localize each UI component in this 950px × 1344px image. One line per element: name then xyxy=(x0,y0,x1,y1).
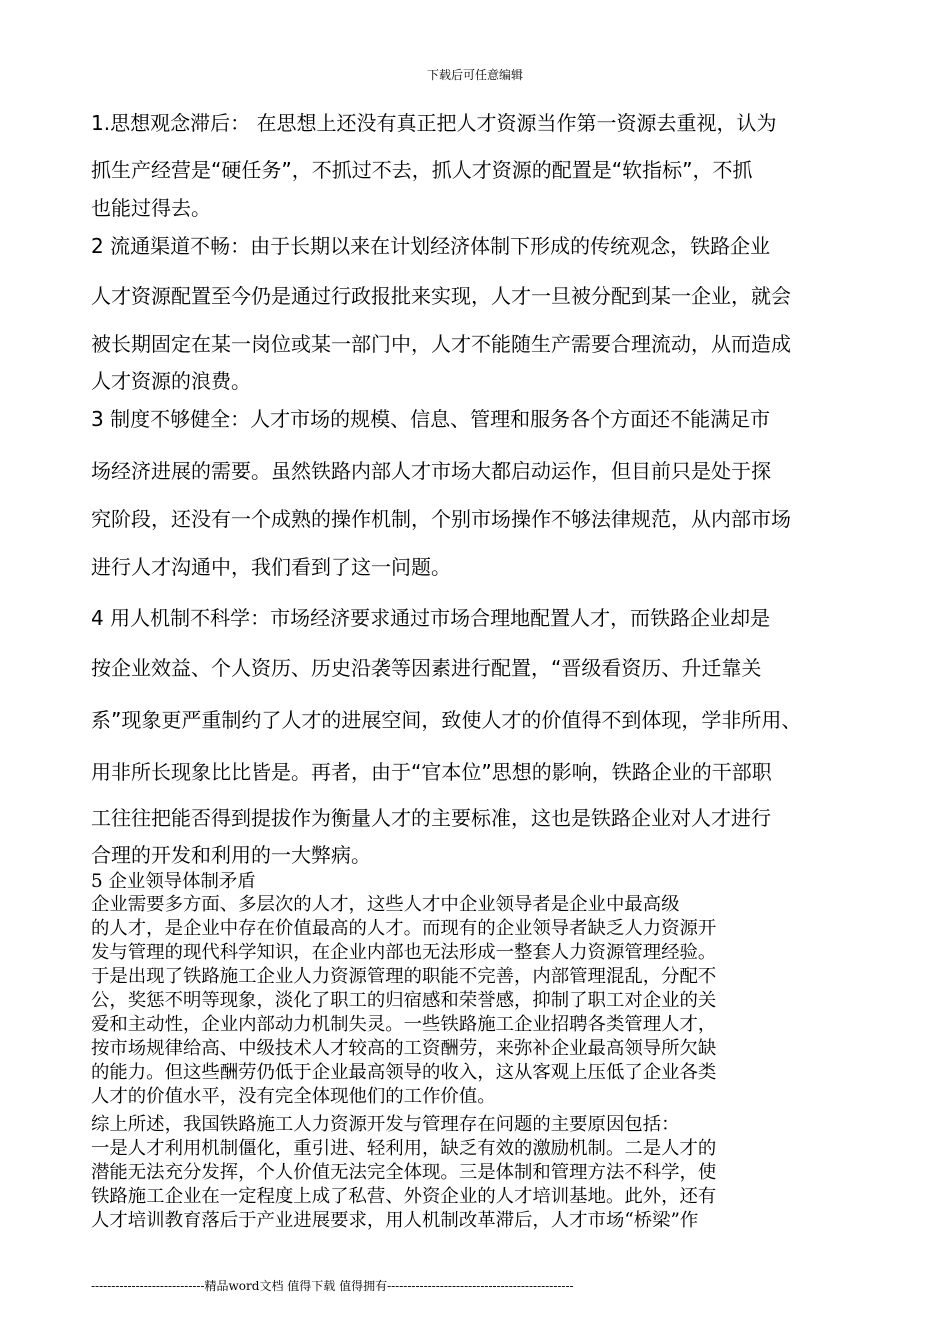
para4-line: 按企业效益、个人资历、历史沿袭等因素进行配置，“晋级看资历、升迁靠关 xyxy=(91,656,762,680)
para6-line: 铁路施工企业在一定程度上成了私营、外资企业的人才培训基地。此外，还有 xyxy=(91,1186,717,1207)
para2-line: 被长期固定在某一岗位或某一部门中，人才不能随生产需要合理流动，从而造成 xyxy=(91,332,791,356)
para1-line: 1.思想观念滞后： 在思想上还没有真正把人才资源当作第一资源去重视，认为 xyxy=(91,111,777,135)
para2-line: 人才资源配置至今仍是通过行政报批来实现，人才一旦被分配到某一企业，就会 xyxy=(91,284,791,308)
para4-line: 合理的开发和利用的一大弊病。 xyxy=(91,843,371,867)
page-header: 下载后可任意编辑 xyxy=(426,68,523,82)
para2-line: 人才资源的浪费。 xyxy=(91,369,251,393)
para6-line: 潜能无法充分发挥，个人价值无法完全体现。三是体制和管理方法不科学，使 xyxy=(91,1162,717,1183)
para5-line: 的能力。但这些酬劳仍低于企业最高领导的收入，这从客观上压低了企业各类 xyxy=(91,1062,717,1083)
para6-line: 综上所述，我国铁路施工人力资源开发与管理存在问题的主要原因包括： xyxy=(91,1114,680,1135)
para5-line: 企业需要多方面、多层次的人才，这些人才中企业领导者是企业中最高级 xyxy=(91,894,680,915)
para4-line: 系”现象更严重制约了人才的进展空间，致使人才的价值得不到体现，学非所用、 xyxy=(91,708,802,732)
section-heading: 5 企业领导体制矛盾 xyxy=(91,871,256,892)
para6-line: 一是人才利用机制僵化，重引进、轻利用，缺乏有效的激励机制。二是人才的 xyxy=(91,1138,717,1159)
para5-line: 人才的价值水平，没有完全体现他们的工作价值。 xyxy=(91,1086,496,1107)
para1-line: 也能过得去。 xyxy=(91,196,211,220)
para5-line: 的人才，是企业中存在价值最高的人才。而现有的企业领导者缺乏人力资源开 xyxy=(91,918,717,939)
para5-line: 爱和主动性，企业内部动力机制失灵。一些铁路施工企业招聘各类管理人才， xyxy=(91,1014,717,1035)
para4-line: 用非所长现象比比皆是。再者，由于“官本位”思想的影响，铁路企业的干部职 xyxy=(91,760,772,784)
para4-line: 工往往把能否得到提拔作为衡量人才的主要标准，这也是铁路企业对人才进行 xyxy=(91,806,771,830)
para3-line: 3 制度不够健全：人才市场的规模、信息、管理和服务各个方面还不能满足市 xyxy=(91,407,771,431)
para5-line: 于是出现了铁路施工企业人力资源管理的职能不完善，内部管理混乱，分配不 xyxy=(91,966,717,987)
para2-line: 2 流通渠道不畅：由于长期以来在计划经济体制下形成的传统观念，铁路企业 xyxy=(91,234,771,258)
page-footer: ----------------------------精品word文档 值得下载 值得拥有---------------------------------------------- xyxy=(91,1279,574,1293)
para1-line: 抓生产经营是“硬任务”，不抓过不去，抓人才资源的配置是“软指标”，不抓 xyxy=(91,158,753,182)
para3-line: 究阶段，还没有一个成熟的操作机制，个别市场操作不够法律规范，从内部市场 xyxy=(91,507,791,531)
para5-line: 公，奖惩不明等现象，淡化了职工的归宿感和荣誉感，抑制了职工对企业的关 xyxy=(91,990,717,1011)
para5-line: 按市场规律给高、中级技术人才较高的工资酬劳，来弥补企业最高领导所欠缺 xyxy=(91,1038,717,1059)
para5-line: 发与管理的现代科学知识，在企业内部也无法形成一整套人力资源管理经验。 xyxy=(91,942,717,963)
para3-line: 场经济进展的需要。虽然铁路内部人才市场大都启动运作，但目前只是处于探 xyxy=(91,459,771,483)
para6-line: 人才培训教育落后于产业进展要求，用人机制改革滞后，人才市场“桥梁”作 xyxy=(91,1210,699,1231)
para4-line: 4 用人机制不科学：市场经济要求通过市场合理地配置人才，而铁路企业却是 xyxy=(91,606,771,630)
para3-line: 进行人才沟通中，我们看到了这一问题。 xyxy=(91,555,451,579)
